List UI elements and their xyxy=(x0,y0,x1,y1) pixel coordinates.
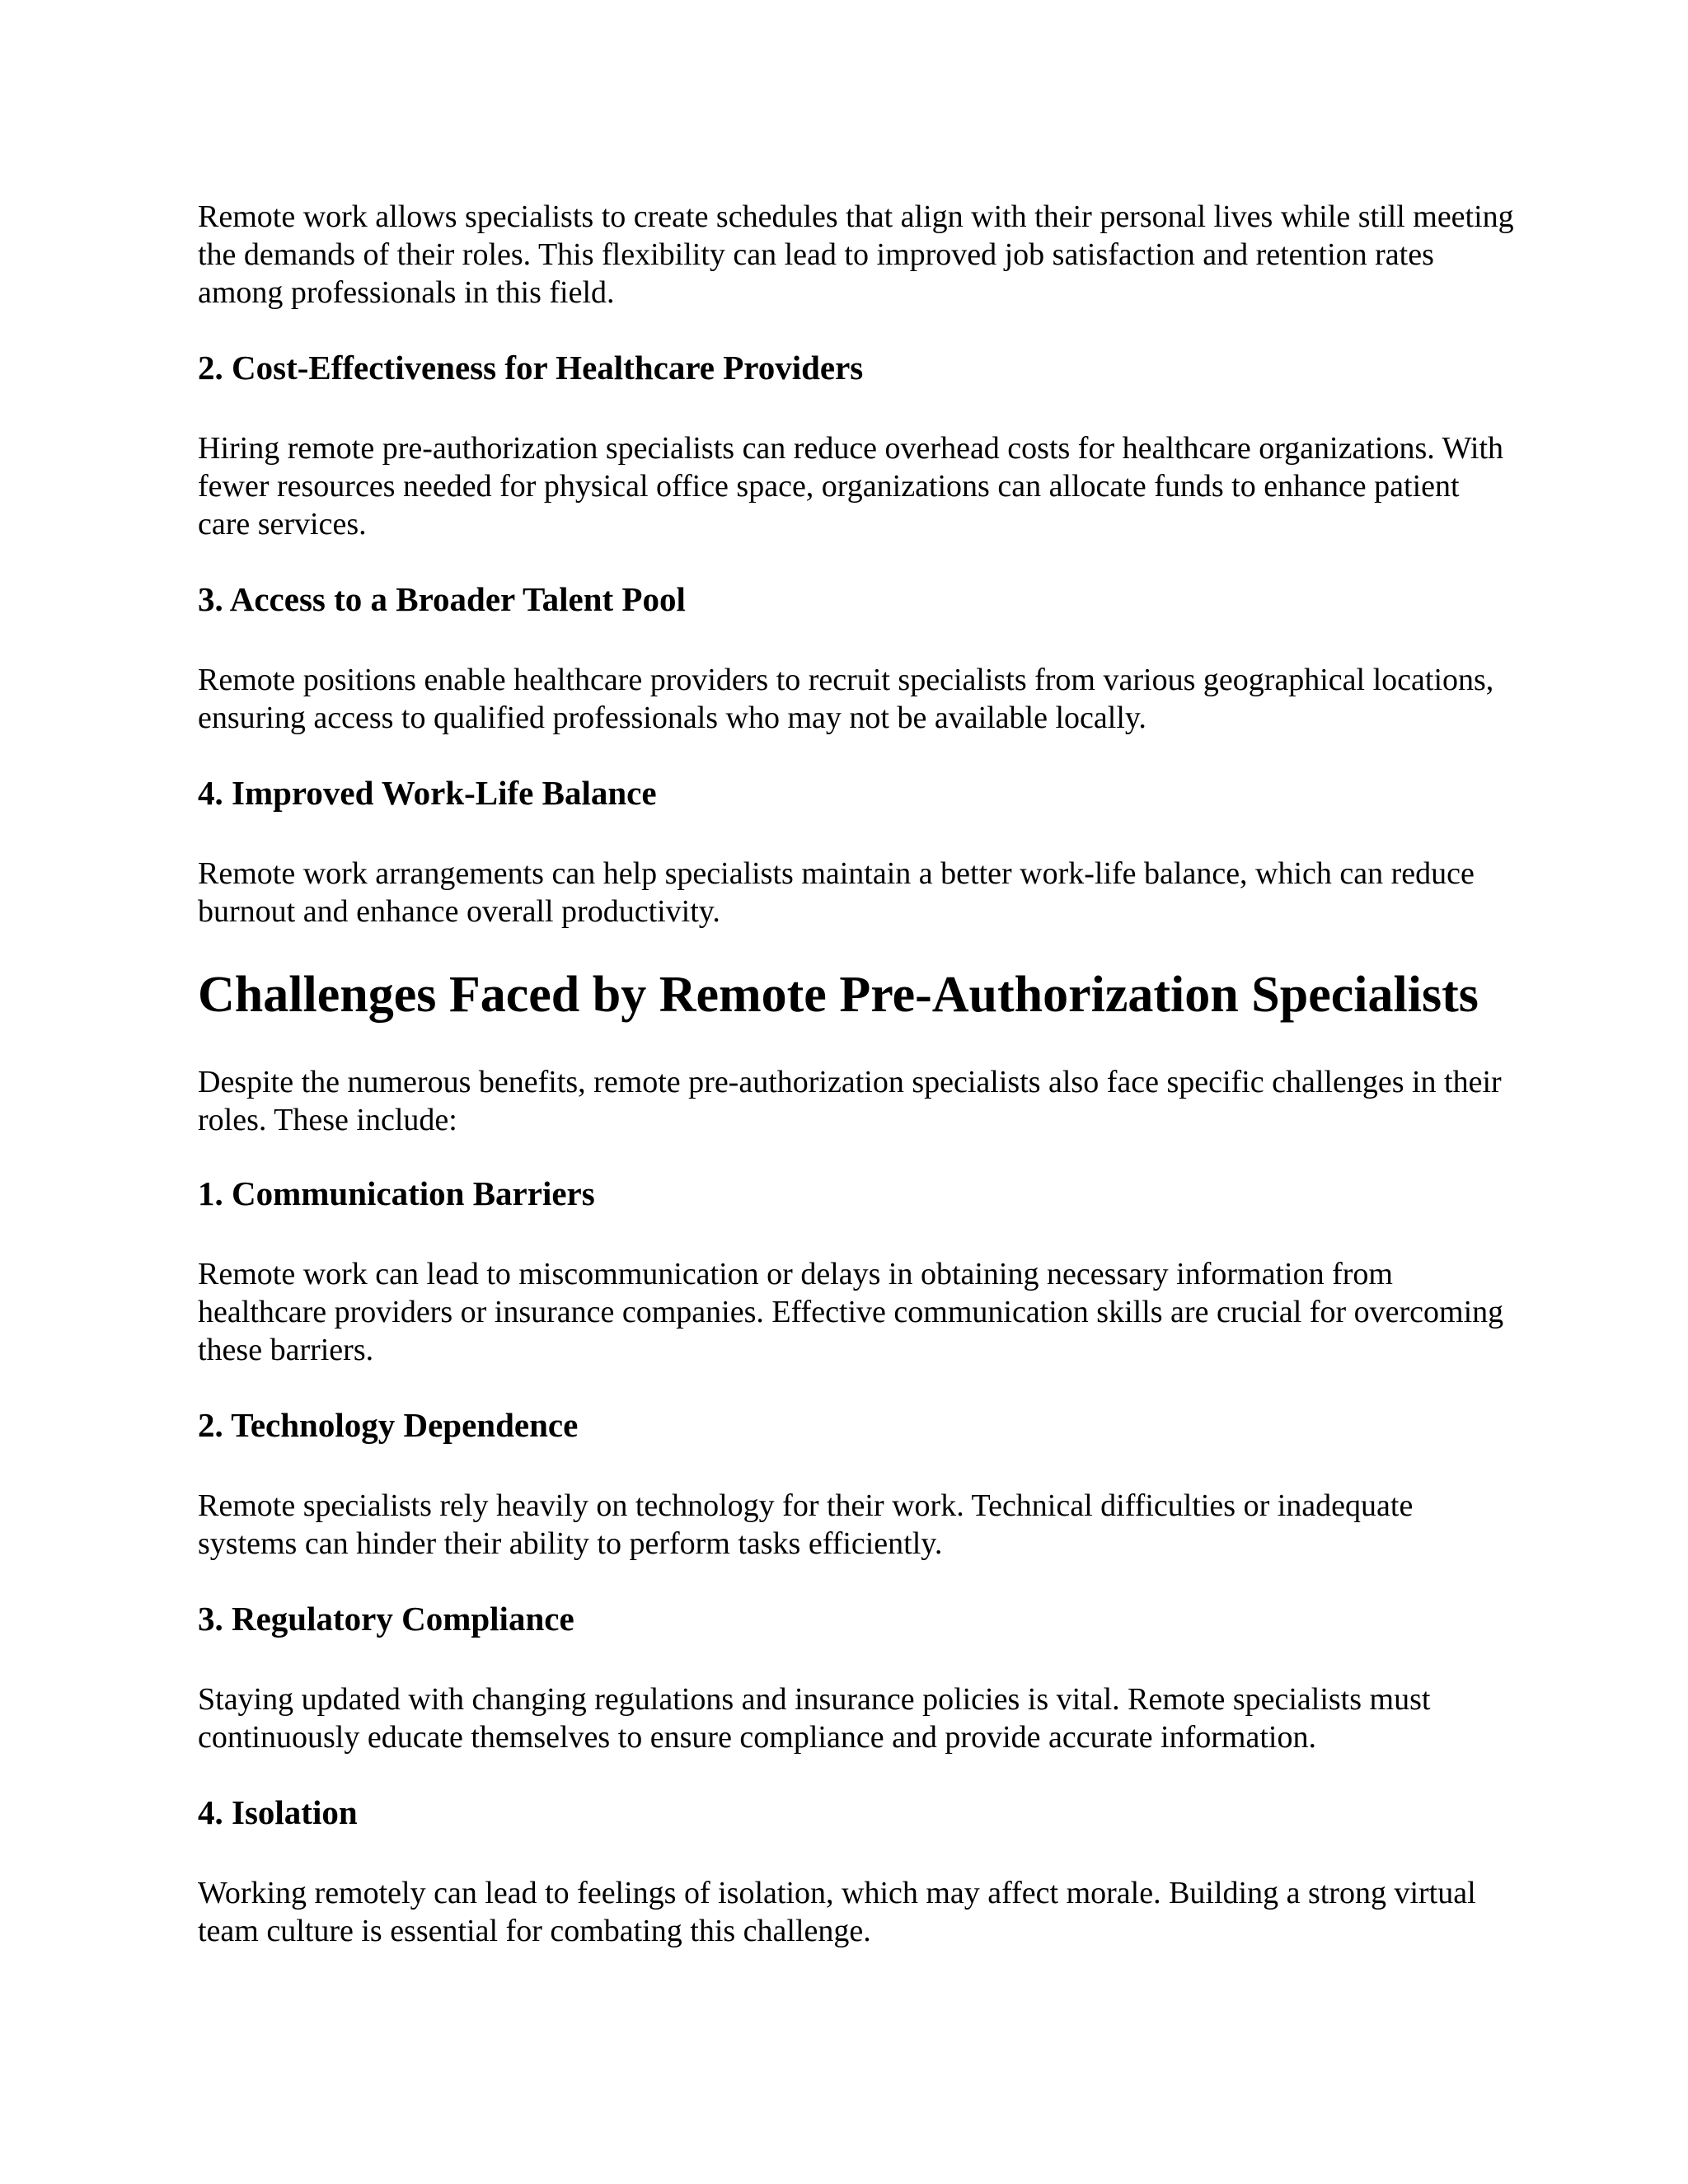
challenge-heading-isolation: 4. Isolation xyxy=(198,1793,358,1831)
benefit-paragraph-work-life-balance: Remote work arrangements can help specialists maintain a better work-life balance, which can reduce burnout and enhance overall productivity. xyxy=(198,856,1475,929)
challenges-intro-paragraph: Despite the numerous benefits, remote pre-authorization specialists also face specific challenges in their roles. These include: xyxy=(198,1065,1502,1137)
benefit-heading-talent-pool: 3. Access to a Broader Talent Pool xyxy=(198,580,686,618)
challenges-section-title: Challenges Faced by Remote Pre-Authorization Specialists xyxy=(198,967,1479,1023)
challenge-paragraph-isolation: Working remotely can lead to feelings of isolation, which may affect morale. Building a strong virtual team culture is essential for combating this challenge. xyxy=(198,1876,1476,1948)
challenge-heading-technology: 2. Technology Dependence xyxy=(198,1406,579,1444)
benefit-heading-work-life-balance: 4. Improved Work-Life Balance xyxy=(198,774,657,812)
challenge-heading-regulatory: 3. Regulatory Compliance xyxy=(198,1600,574,1638)
benefit-heading-cost-effectiveness: 2. Cost-Effectiveness for Healthcare Providers xyxy=(198,349,864,387)
benefit-paragraph-cost-effectiveness: Hiring remote pre-authorization specialists can reduce overhead costs for healthcare organizations. With fewer resources needed for physical office space, organizations can allocate funds to enhance patient care services. xyxy=(198,431,1504,541)
benefit-paragraph-talent-pool: Remote positions enable healthcare providers to recruit specialists from various geographical locations, ensuring access to qualified professionals who may not be available locally. xyxy=(198,663,1494,735)
challenge-paragraph-technology: Remote specialists rely heavily on technology for their work. Technical difficulties or inadequate systems can hinder their ability to perform tasks efficiently. xyxy=(198,1488,1414,1561)
challenge-heading-communication: 1. Communication Barriers xyxy=(198,1174,595,1212)
intro-paragraph: Remote work allows specialists to create schedules that align with their personal lives while still meeting the demands of their roles. This flexibility can lead to improved job satisfaction and retention rates among professionals in this field. xyxy=(198,199,1514,310)
challenge-paragraph-communication: Remote work can lead to miscommunication or delays in obtaining necessary information from healthcare providers or insurance companies. Effective communication skills are crucial for overcoming these barriers. xyxy=(198,1257,1504,1367)
challenge-paragraph-regulatory: Staying updated with changing regulations and insurance policies is vital. Remote specialists must continuously educate themselves to ensure compliance and provide accurate information. xyxy=(198,1682,1431,1755)
